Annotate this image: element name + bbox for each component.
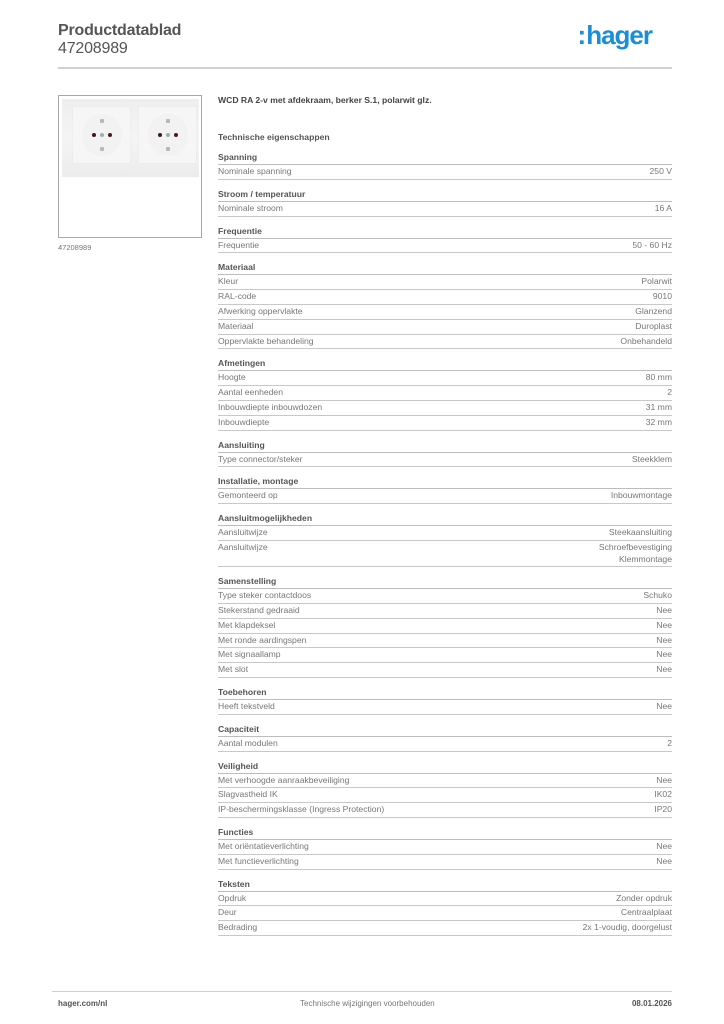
- spec-value: [655, 203, 672, 215]
- spec-value-line: 16 A: [654, 202, 672, 213]
- spec-label: Inbouwdiepte: [218, 416, 270, 427]
- spec-row: [218, 892, 672, 907]
- spec-group: [218, 687, 672, 715]
- spec-group-title: Aansluitmogelijkheden: [218, 513, 672, 526]
- spec-label: Nominale stroom: [218, 202, 283, 213]
- spec-row: [218, 165, 672, 180]
- spec-value: [667, 387, 672, 399]
- spec-value: [646, 417, 672, 429]
- spec-value-line: 50 - 60 Hz: [632, 239, 672, 250]
- spec-group: [218, 724, 672, 752]
- spec-value-line: Duroplast: [635, 320, 672, 331]
- spec-value: [656, 635, 672, 647]
- spec-value-line: Nee: [656, 634, 672, 645]
- spec-value: [653, 291, 672, 303]
- spec-label: Frequentie: [218, 239, 260, 250]
- spec-value: [654, 789, 672, 801]
- spec-group: [218, 576, 672, 678]
- spec-label: Met verhoogde aanraakbeveiliging: [218, 774, 350, 785]
- spec-value-line: Nee: [656, 700, 672, 711]
- spec-value: [641, 276, 672, 288]
- spec-label: Aansluitwijze: [218, 527, 268, 538]
- spec-label: Hoogte: [218, 372, 246, 383]
- spec-row: [218, 489, 672, 504]
- spec-label: Afwerking oppervlakte: [218, 305, 303, 316]
- spec-group-title: Installatie, montage: [218, 476, 672, 489]
- spec-value-line: Inbouwmontage: [610, 490, 672, 501]
- spec-group-title: Afmetingen: [218, 358, 672, 371]
- spec-label: Deur: [218, 907, 237, 918]
- spec-row: [218, 788, 672, 803]
- page-header: [58, 21, 672, 67]
- spec-label: Inbouwdiepte inbouwdozen: [218, 401, 323, 412]
- spec-value-line: 9010: [652, 291, 672, 302]
- spec-value: [616, 893, 672, 905]
- product-image-frame: [58, 95, 202, 238]
- spec-value-line: Klemmontage: [618, 553, 672, 564]
- spec-row: [218, 700, 672, 715]
- spec-value-line: Polarwit: [641, 276, 672, 287]
- spec-value: [621, 907, 672, 919]
- spec-value-line: Schuko: [643, 590, 672, 601]
- spec-value-line: Steekaansluiting: [608, 527, 672, 538]
- socket-insert-right: [139, 107, 196, 163]
- product-image: [62, 99, 199, 177]
- spec-group-title: Veiligheid: [218, 761, 672, 774]
- spec-value-line: IP20: [654, 804, 672, 815]
- spec-row: [218, 371, 672, 386]
- spec-value-line: 250 V: [649, 166, 672, 176]
- spec-row: [218, 290, 672, 305]
- spec-value-line: Glanzend: [635, 305, 672, 316]
- spec-row: [218, 619, 672, 634]
- footer-website-link[interactable]: hager.com/nl: [58, 999, 108, 1008]
- product-number: 47208989: [58, 40, 128, 57]
- spec-value: [656, 856, 672, 868]
- spec-value: [656, 605, 672, 617]
- spec-value-line: Zonder opdruk: [616, 892, 672, 903]
- spec-row: [218, 589, 672, 604]
- spec-row: [218, 737, 672, 752]
- spec-row: [218, 604, 672, 619]
- spec-row: [218, 663, 672, 678]
- spec-label: Met oriëntatieverlichting: [218, 840, 309, 851]
- spec-group: [218, 189, 672, 217]
- spec-value: [620, 336, 672, 348]
- footer-divider: [52, 991, 672, 992]
- spec-value: [654, 804, 672, 816]
- hager-logo: [578, 21, 652, 49]
- spec-label: Type steker contactdoos: [218, 590, 312, 601]
- spec-label: Met functieverlichting: [218, 855, 299, 866]
- spec-value: [609, 527, 672, 539]
- spec-value: [656, 620, 672, 632]
- spec-group: [218, 476, 672, 504]
- spec-value-line: 2: [667, 737, 672, 748]
- spec-row: [218, 305, 672, 320]
- spec-value: [646, 372, 672, 384]
- spec-value: [650, 166, 672, 178]
- spec-value-line: IK02: [654, 789, 672, 800]
- spec-group-title: Spanning: [218, 152, 672, 165]
- spec-value-line: Centraalplaat: [620, 907, 672, 918]
- spec-value-line: 2x 1-voudig, doorgelust: [582, 922, 672, 933]
- spec-value: [632, 240, 672, 252]
- spec-label: Nominale spanning: [218, 166, 292, 176]
- spec-value: [599, 542, 672, 565]
- spec-row: [218, 855, 672, 870]
- spec-label: Aansluitwijze: [218, 541, 268, 552]
- logo-colon: :: [577, 20, 586, 50]
- spec-group-title: Teksten: [218, 879, 672, 892]
- spec-group-title: Materiaal: [218, 262, 672, 275]
- spec-value: [656, 664, 672, 676]
- spec-value: [656, 701, 672, 713]
- spec-group: [218, 827, 672, 870]
- spec-value-line: Nee: [656, 604, 672, 615]
- spec-group: [218, 262, 672, 349]
- spec-row: [218, 803, 672, 818]
- image-caption: 47208989: [58, 243, 92, 252]
- spec-group: [218, 358, 672, 430]
- spec-value: [611, 490, 672, 502]
- spec-label: RAL-code: [218, 291, 257, 302]
- product-name: WCD RA 2-v met afdekraam, berker S.1, polarwit glz.: [218, 95, 432, 105]
- spec-group-title: Toebehoren: [218, 687, 672, 700]
- spec-value-line: Nee: [656, 649, 672, 660]
- spec-group: [218, 226, 672, 254]
- spec-group: [218, 440, 672, 468]
- spec-value-line: Schroefbevestiging: [598, 541, 672, 552]
- spec-group-title: Frequentie: [218, 226, 672, 239]
- spec-label: Met ronde aardingspen: [218, 634, 307, 645]
- spec-group-title: Aansluiting: [218, 440, 672, 453]
- spec-row: [218, 275, 672, 290]
- spec-content: [218, 94, 672, 936]
- spec-label: Stekerstand gedraaid: [218, 604, 300, 615]
- spec-value-line: 2: [667, 387, 672, 398]
- spec-label: Opdruk: [218, 892, 247, 903]
- spec-row: [218, 648, 672, 663]
- spec-value-line: Nee: [656, 619, 672, 630]
- spec-group-title: Capaciteit: [218, 724, 672, 737]
- schuko-socket-icon: [82, 114, 122, 156]
- spec-row: [218, 840, 672, 855]
- spec-value-line: 31 mm: [645, 401, 672, 412]
- spec-row: [218, 541, 672, 567]
- spec-row: [218, 526, 672, 541]
- spec-label: Aantal modulen: [218, 737, 278, 748]
- schuko-socket-icon: [148, 114, 188, 156]
- spec-row: [218, 335, 672, 350]
- spec-label: Bedrading: [218, 922, 258, 933]
- spec-group: [218, 761, 672, 818]
- spec-row: [218, 202, 672, 217]
- spec-row: [218, 239, 672, 254]
- spec-row: [218, 774, 672, 789]
- spec-label: Heeft tekstveld: [218, 700, 275, 711]
- footer-disclaimer: Technische wijzigingen voorbehouden: [300, 999, 435, 1008]
- spec-value-line: 32 mm: [645, 416, 672, 427]
- spec-row: [218, 416, 672, 431]
- spec-label: Gemonteerd op: [218, 490, 278, 501]
- spec-value: [583, 922, 672, 934]
- spec-value: [643, 590, 672, 602]
- spec-row: [218, 401, 672, 416]
- spec-row: [218, 906, 672, 921]
- header-divider: [58, 67, 672, 69]
- socket-insert-left: [73, 107, 130, 163]
- spec-label: Met klapdeksel: [218, 619, 276, 630]
- spec-value-line: Nee: [656, 664, 672, 675]
- spec-label: Type connector/steker: [218, 453, 303, 464]
- spec-row: [218, 634, 672, 649]
- spec-group: [218, 513, 672, 567]
- spec-row: [218, 386, 672, 401]
- spec-row: [218, 320, 672, 335]
- spec-group: [218, 152, 672, 180]
- spec-group-title: Stroom / temperatuur: [218, 189, 672, 202]
- spec-value-line: Nee: [656, 774, 672, 785]
- spec-group: [218, 879, 672, 936]
- spec-label: IP-beschermingsklasse (Ingress Protection): [218, 804, 385, 815]
- spec-value: [656, 775, 672, 787]
- spec-groups: [218, 152, 672, 936]
- spec-value: [656, 841, 672, 853]
- spec-group-title: Samenstelling: [218, 576, 672, 589]
- spec-label: Slagvastheid IK: [218, 789, 278, 800]
- spec-label: Aantal eenheden: [218, 387, 283, 398]
- spec-value: [632, 454, 672, 466]
- document-title: Productdatablad: [58, 22, 182, 39]
- section-title: Technische eigenschappen: [218, 132, 330, 142]
- spec-value-line: Steekklem: [631, 453, 672, 464]
- spec-value: [656, 649, 672, 661]
- spec-label: Oppervlakte behandeling: [218, 335, 314, 346]
- spec-value: [646, 402, 672, 414]
- spec-value-line: 80 mm: [645, 372, 672, 383]
- spec-value: [667, 738, 672, 750]
- spec-group-title: Functies: [218, 827, 672, 840]
- spec-row: [218, 453, 672, 468]
- spec-value: [635, 306, 672, 318]
- footer-date: 08.01.2026: [631, 999, 672, 1008]
- spec-row: [218, 921, 672, 936]
- spec-label: Kleur: [218, 276, 239, 287]
- logo-text: hager: [586, 20, 652, 50]
- spec-label: Materiaal: [218, 320, 254, 331]
- spec-value-line: Nee: [656, 840, 672, 851]
- spec-label: Met slot: [218, 664, 249, 675]
- spec-value: [635, 321, 672, 333]
- spec-value-line: Nee: [656, 855, 672, 866]
- spec-value-line: Onbehandeld: [620, 335, 672, 346]
- spec-label: Met signaallamp: [218, 649, 281, 660]
